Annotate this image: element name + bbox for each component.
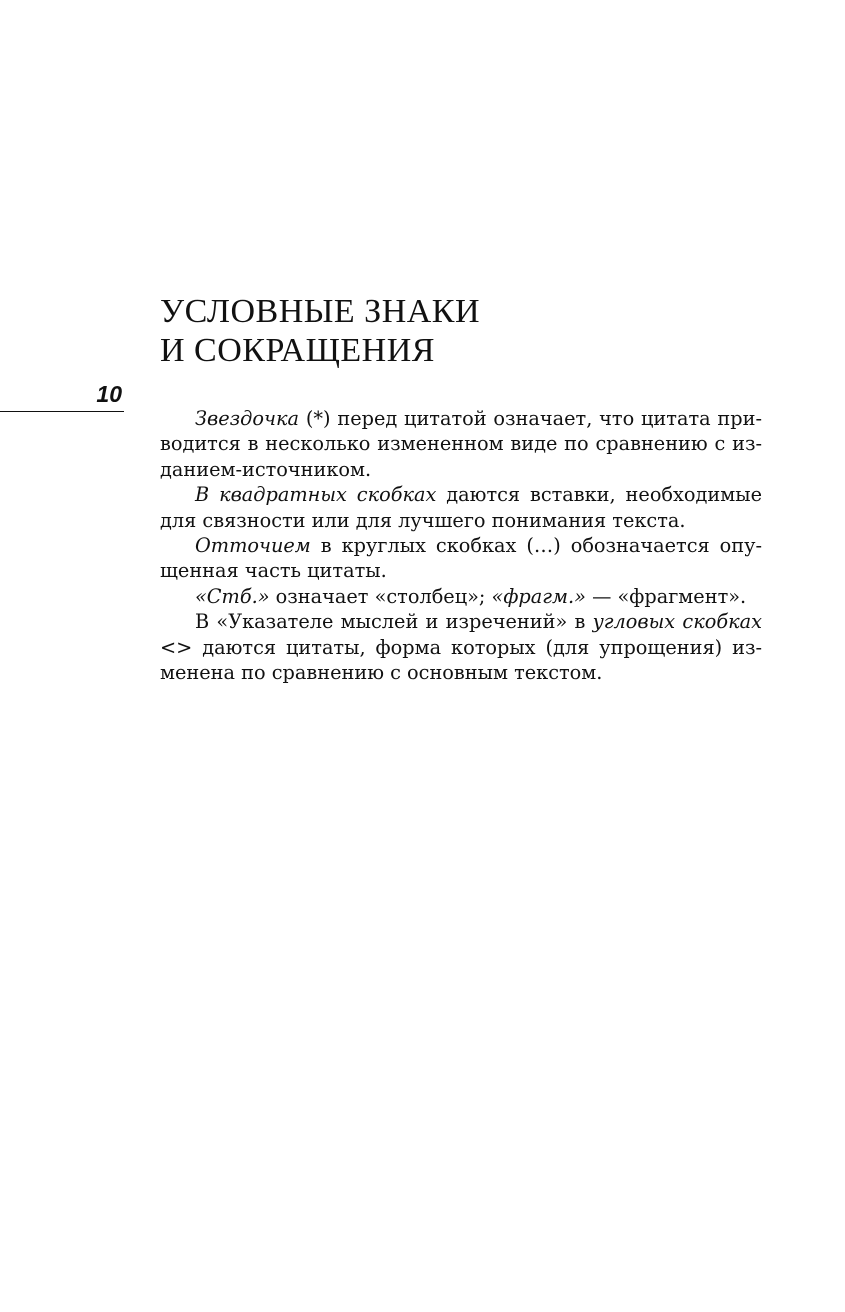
- text-line: В «Указателе мыслей и изречений» в угловых скобках: [195, 610, 762, 634]
- text-line: водится в несколько измененном виде по сравнению с из-: [160, 432, 762, 456]
- text-line: Звездочка (*) перед цитатой означает, что цитата при-: [195, 407, 762, 430]
- text-line: <> даются цитаты, форма которых (для упрощения) из-: [160, 635, 762, 659]
- text-line: В квадратных скобках даются вставки, необходимые: [195, 483, 762, 507]
- text-line: данием-источником.: [160, 457, 372, 481]
- text-line: «Стб.» означает «столбец»; «фрагм.» — «фрагмент».: [195, 584, 747, 608]
- term-ellipsis: Отточием: [195, 533, 311, 557]
- term-asterisk: Звездочка: [195, 407, 299, 430]
- page-title-line-1: УСЛОВНЫЕ ЗНАКИ: [160, 293, 481, 330]
- abbr-stb: «Стб.»: [195, 584, 270, 608]
- page-title-line-2: И СОКРАЩЕНИЯ: [160, 332, 435, 369]
- page-number-rule: [0, 380, 124, 412]
- text-line: Отточием в круглых скобках (…) обозначается опу-: [195, 533, 762, 557]
- paragraph-square-brackets: [160, 482, 762, 533]
- paragraph-abbreviations: [160, 584, 762, 609]
- paragraph-asterisk: [160, 406, 762, 482]
- text-line: менена по сравнению с основным текстом.: [160, 660, 603, 684]
- term-angle-brackets: угловых скобках: [592, 610, 762, 634]
- abbr-fragm: «фрагм.»: [491, 584, 586, 608]
- text-line: для связности или для лучшего понимания текста.: [160, 508, 686, 532]
- page-number: 10: [96, 381, 122, 407]
- page-title: [160, 292, 480, 370]
- body-text: [160, 406, 762, 685]
- text-line: щенная часть цитаты.: [160, 559, 387, 583]
- paragraph-angle-brackets: [160, 609, 762, 685]
- term-square-brackets: В квадратных скобках: [195, 483, 437, 507]
- paragraph-ellipsis: [160, 533, 762, 584]
